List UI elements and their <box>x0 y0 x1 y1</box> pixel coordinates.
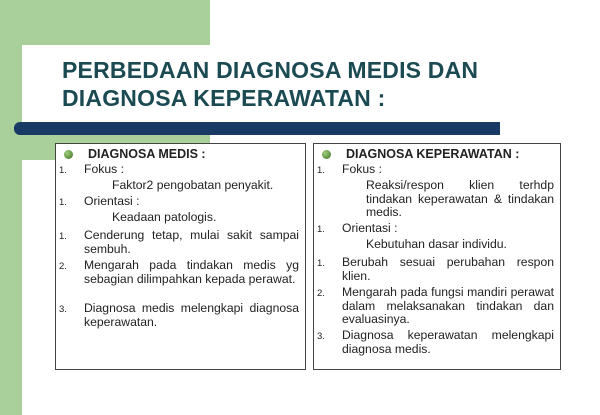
item-detail: Kebutuhan dasar individu. <box>366 237 507 251</box>
item-number: 3. <box>59 304 67 315</box>
item-text: Fokus : <box>342 162 382 176</box>
item-text: Fokus : <box>84 162 124 176</box>
item-detail: Reaksi/respon klien terhdp tindakan keperawatan & tindakan medis. <box>366 178 554 220</box>
green-bullet-icon <box>64 150 73 159</box>
box-header <box>60 147 301 163</box>
box-header <box>318 147 556 163</box>
item-detail: Keadaan patologis. <box>112 210 217 224</box>
item-text: Cenderung tetap, mulai sakit sampai sembuh. <box>84 228 299 256</box>
item-text: Orientasi : <box>342 221 398 235</box>
item-text: Mengarah pada tindakan medis yg sebagian dilimpahkan kepada perawat. <box>84 258 299 286</box>
box-header-label: DIAGNOSA MEDIS : <box>88 147 206 161</box>
title-divider-bar <box>14 122 500 135</box>
nursing-diagnosis-box <box>313 143 561 370</box>
item-number: 1. <box>317 258 325 269</box>
item-text: Orientasi : <box>84 194 140 208</box>
item-number: 1. <box>59 197 67 208</box>
green-bullet-icon <box>322 150 331 159</box>
item-number: 1. <box>59 165 67 176</box>
box-header-label: DIAGNOSA KEPERAWATAN : <box>346 147 520 161</box>
item-text: Berubah sesuai perubahan respon klien. <box>342 255 554 283</box>
green-side-stripe <box>0 160 22 415</box>
item-text: Mengarah pada fungsi mandiri perawat dalam melaksanakan tindakan dan evaluasinya. <box>342 285 554 327</box>
item-detail: Faktor2 pengobatan penyakit. <box>112 178 274 192</box>
item-number: 1. <box>317 165 325 176</box>
item-text: Diagnosa medis melengkapi diagnosa keperawatan. <box>84 301 299 329</box>
item-number: 2. <box>59 261 67 272</box>
item-number: 3. <box>317 331 325 342</box>
item-number: 2. <box>317 288 325 299</box>
slide-title <box>62 56 478 112</box>
item-number: 1. <box>317 224 325 235</box>
title-line-2: DIAGNOSA KEPERAWATAN : <box>62 85 386 111</box>
item-text: Diagnosa keperawatan melengkapi diagnosa medis. <box>342 328 554 356</box>
item-number: 1. <box>59 231 67 242</box>
title-line-1: PERBEDAAN DIAGNOSA MEDIS DAN <box>62 57 479 83</box>
medical-diagnosis-box <box>55 143 306 370</box>
